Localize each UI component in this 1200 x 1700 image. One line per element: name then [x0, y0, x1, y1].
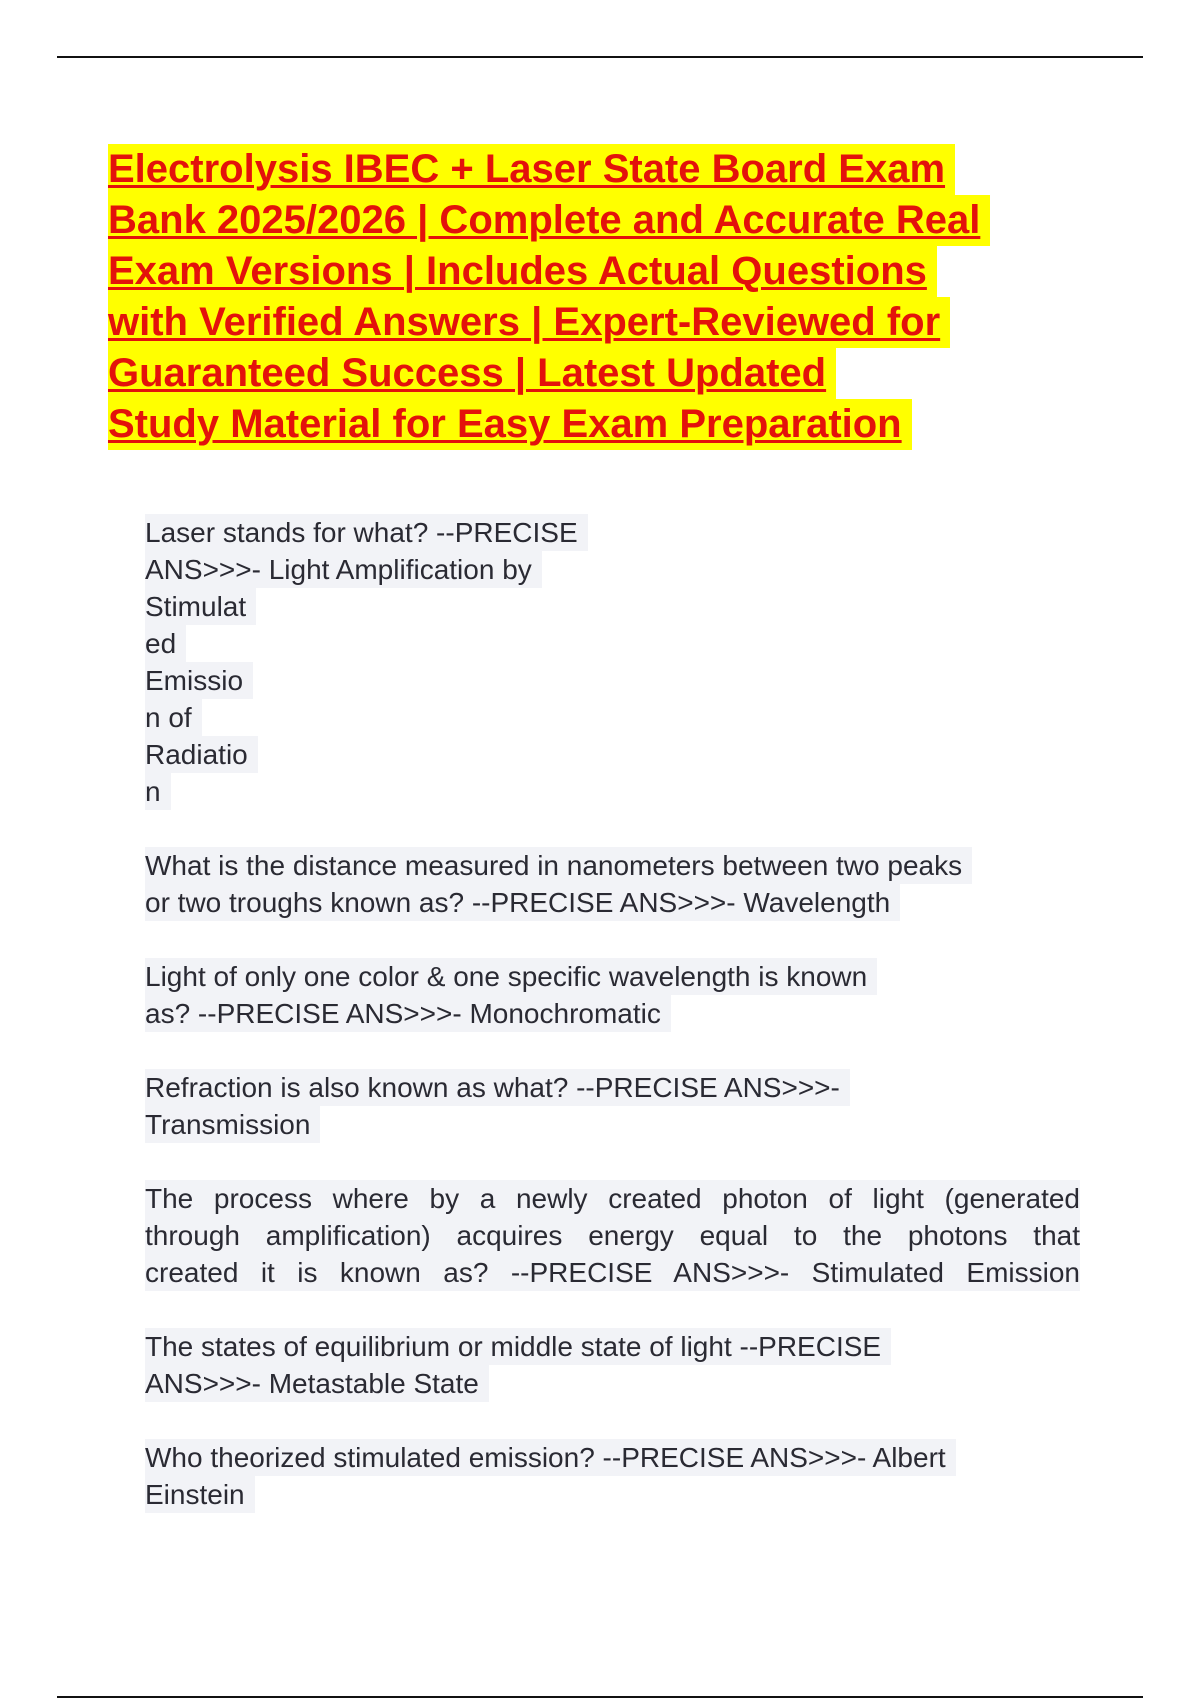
document-title: [108, 144, 1108, 450]
qa-line: ANS>>>- Metastable State: [145, 1365, 489, 1402]
header-rule: [57, 56, 1143, 58]
qa-line: Radiatio: [145, 736, 258, 773]
qa-line: through amplification) acquires energy equal to the photons that: [145, 1217, 1080, 1254]
title-line: Exam Versions | Includes Actual Questions: [108, 246, 937, 297]
title-line: Guaranteed Success | Latest Updated: [108, 348, 836, 399]
qa-item-stimulated-emission: [145, 1180, 1090, 1291]
qa-line: The states of equilibrium or middle state of light --PRECISE: [145, 1328, 891, 1365]
qa-item-wavelength: [145, 847, 1090, 921]
qa-line: Stimulat: [145, 588, 256, 625]
qa-line: The process where by a newly created photon of light (generated: [145, 1180, 1080, 1217]
qa-line: as? --PRECISE ANS>>>- Monochromatic: [145, 995, 671, 1032]
title-line: Bank 2025/2026 | Complete and Accurate Real: [108, 195, 990, 246]
qa-item-metastable: [145, 1328, 1090, 1402]
qa-item-refraction: [145, 1069, 1090, 1143]
qa-line: Light of only one color & one specific wavelength is known: [145, 958, 877, 995]
qa-line: Who theorized stimulated emission? --PRECISE ANS>>>- Albert: [145, 1439, 956, 1476]
qa-line: ed: [145, 625, 186, 662]
qa-line: n of: [145, 699, 202, 736]
qa-item-einstein: [145, 1439, 1090, 1513]
qa-line: Transmission: [145, 1106, 320, 1143]
qa-line: ANS>>>- Light Amplification by: [145, 551, 542, 588]
title-line: Study Material for Easy Exam Preparation: [108, 399, 912, 450]
footer-rule: [57, 1696, 1143, 1698]
qa-line: Einstein: [145, 1476, 255, 1513]
qa-list: [145, 514, 1090, 1550]
qa-line: Refraction is also known as what? --PRECISE ANS>>>-: [145, 1069, 850, 1106]
title-line: with Verified Answers | Expert-Reviewed for: [108, 297, 950, 348]
qa-item-monochromatic: [145, 958, 1090, 1032]
qa-line: or two troughs known as? --PRECISE ANS>>>- Wavelength: [145, 884, 900, 921]
qa-line: Laser stands for what? --PRECISE: [145, 514, 588, 551]
qa-line: created it is known as? --PRECISE ANS>>>- Stimulated Emission: [145, 1254, 1080, 1291]
qa-line: What is the distance measured in nanometers between two peaks: [145, 847, 972, 884]
qa-line: Emissio: [145, 662, 253, 699]
title-line: Electrolysis IBEC + Laser State Board Exam: [108, 144, 955, 195]
qa-line: n: [145, 773, 171, 810]
qa-item-laser: [145, 514, 1090, 810]
